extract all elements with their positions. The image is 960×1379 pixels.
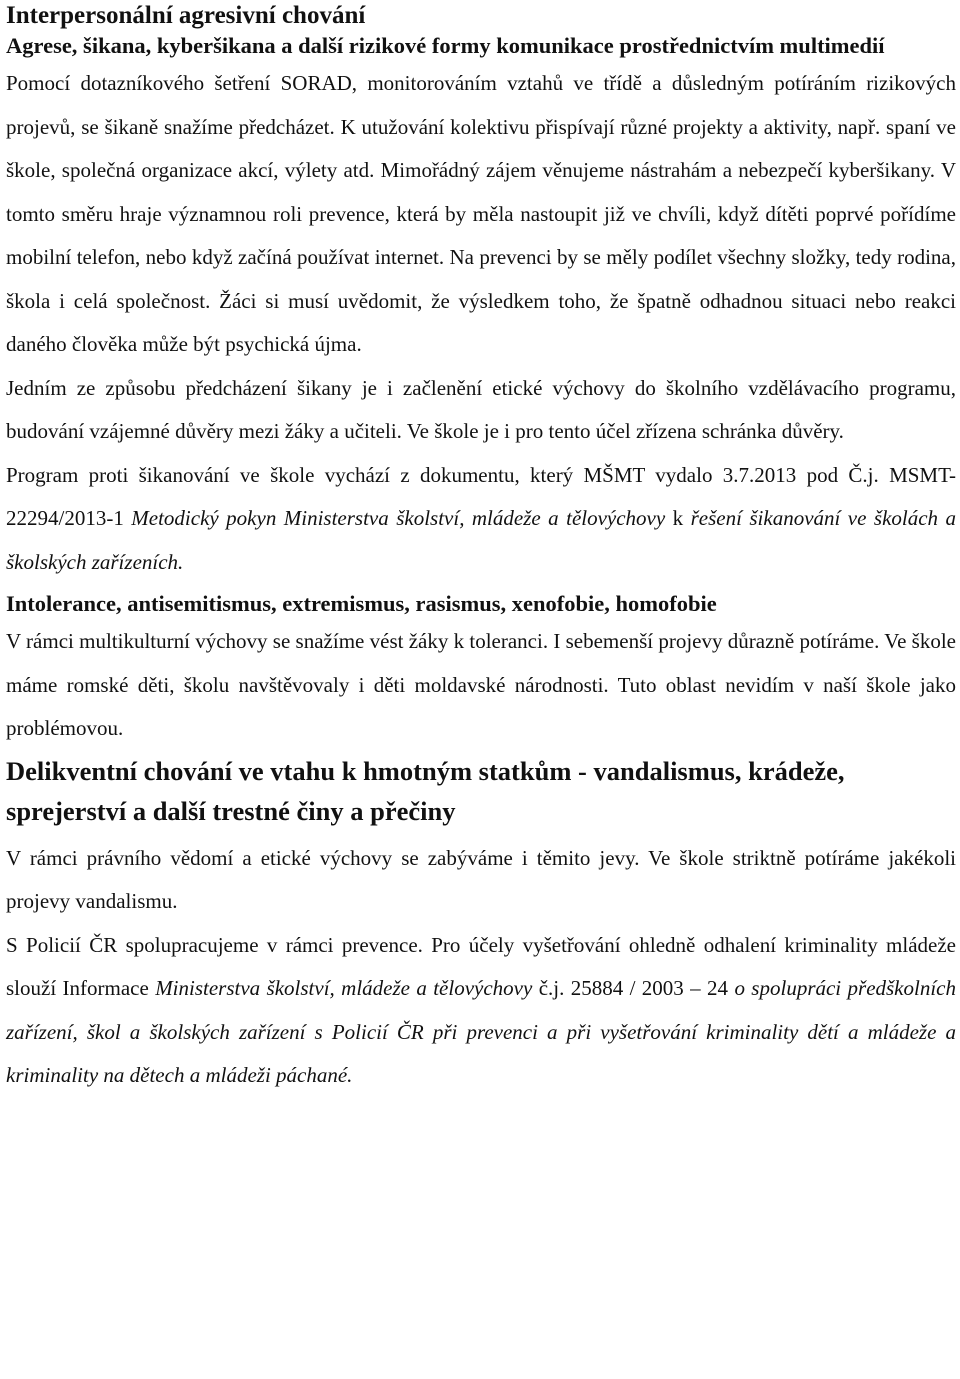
section-heading-aggression: Agrese, šikana, kyberšikana a další rizikové formy komunikace prostřednictvím multimedií xyxy=(6,33,885,58)
directive-subtitle: řešení šikanování ve školách a školských zařízeních. xyxy=(6,506,957,574)
paragraph-anti-bullying-program xyxy=(6,454,956,585)
cooperation-title: o spolupráci předškolních zařízení, škol a školských zařízení s Policií ČR při prevenci a při vyšetřování kriminality dětí a mládeže a kriminality na dětech a mládeži páchané. xyxy=(6,976,956,1087)
ministry-name: Ministerstva školství, mládeže a tělovýchovy xyxy=(155,976,533,1000)
paragraph-police-cooperation xyxy=(6,924,956,1098)
directive-title: Metodický pokyn Ministerstva školství, mládeže a tělovýchovy xyxy=(131,506,666,530)
police-text: S Policií ČR spolupracujeme v rámci prevence. Pro účely vyšetřování ohledně odhalení kriminality mládeže slouží Informace xyxy=(6,932,956,1000)
program-text: Program proti šikanování ve škole vychází z dokumentu, který MŠMT vydalo 3.7.2013 pod Č.j. MSMT- 22294/2013-1 xyxy=(6,462,956,530)
section-heading-delinquency: Delikventní chování ve vtahu k hmotným statkům - vandalismus, krádeže, sprejerství a další trestné činy a přečiny xyxy=(6,755,845,826)
program-connector: k xyxy=(665,506,691,530)
paragraph-bullying-prevention: Pomocí dotazníkového šetření SORAD, monitorováním vztahů ve třídě a důsledným potíráním rizikových projevů, se šikaně snažíme předcházet. K utužování kolektivu přispívají různé projekty a aktivity, např. spaní ve škole, společná organizace akcí, výlety atd. Mimořádný zájem věnujeme nástrahám a nebezpečí kyberšikany. V tomto směru hraje významnou roli prevence, která by měla nastoupit již ve chvíli, když dítěti poprvé pořídíme mobilní telefon, nebo když začíná používat internet. Na prevenci by se měly podílet všechny složky, tedy rodina, škola i celá společnost. Žáci si musí uvědomit, že výsledkem toho, že špatně odhadnou situaci nebo reakci daného člověka může být psychická újma. xyxy=(6,71,956,356)
paragraph-multicultural: V rámci multikulturní výchovy se snažíme vést žáky k toleranci. I sebemenší projevy důrazně potíráme. Ve škole máme romské děti, školu navštěvovaly i děti moldavské národnosti. Tuto oblast nevidím v naší škole jako problémovou. xyxy=(6,629,956,740)
page-title: Interpersonální agresivní chování xyxy=(6,2,366,29)
paragraph-legal-awareness: V rámci právního vědomí a etické výchovy se zabýváme i těmito jevy. Ve škole striktně potíráme jakékoli projevy vandalismu. xyxy=(6,845,956,913)
reference-number: č.j. 25884 / 2003 – 24 xyxy=(532,976,735,1000)
paragraph-ethics-education: Jedním ze způsobu předcházení šikany je i začlenění etické výchovy do školního vzdělávacího programu, budování vzájemné důvěry mezi žáky a učiteli. Ve škole je i pro tento účel zřízena schránka důvěry. xyxy=(6,375,956,443)
section-heading-intolerance: Intolerance, antisemitismus, extremismus, rasismus, xenofobie, homofobie xyxy=(6,591,717,616)
